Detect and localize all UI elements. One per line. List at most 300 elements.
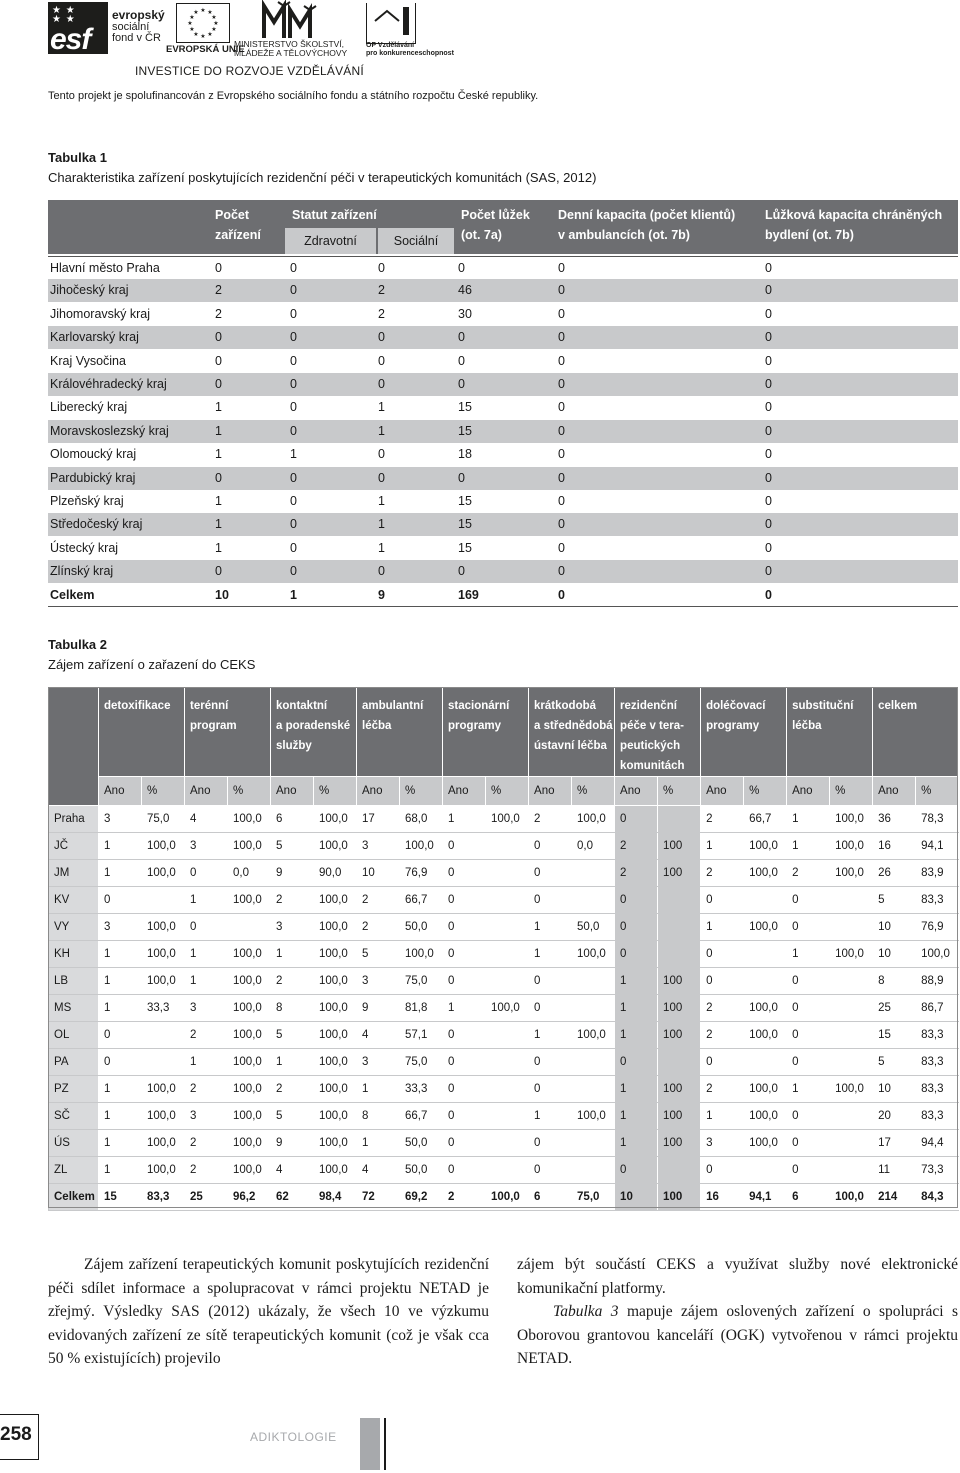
table-cell: 1	[99, 1103, 142, 1130]
table-cell: 0	[458, 377, 465, 391]
table-cell: 75,0	[572, 1184, 615, 1211]
row-label: Středočeský kraj	[50, 517, 143, 532]
table-cell: 30	[458, 306, 472, 321]
table-cell: 2	[615, 833, 658, 860]
table-cell: 25	[185, 1184, 228, 1211]
table-cell	[486, 968, 529, 995]
table-cell: 2	[185, 1130, 228, 1157]
subheader-ano: Ano	[873, 777, 916, 806]
table-cell: 0	[99, 1049, 142, 1076]
table-cell: 86,7	[916, 995, 959, 1022]
table-cell: 0	[290, 423, 297, 438]
table-cell: 9	[271, 1130, 314, 1157]
table-cell: 100,0	[228, 833, 271, 860]
table-cell: 100,0	[572, 941, 615, 968]
table-cell: 0	[290, 494, 297, 508]
svg-text:★: ★	[189, 26, 195, 33]
table-cell: 0	[378, 353, 385, 368]
table-cell	[658, 887, 701, 914]
body-right-p1: zájem být součástí CEKS a využívat služby nové elektronické komunikační platformy.	[517, 1256, 958, 1297]
table-row	[48, 256, 958, 280]
table-cell: 0	[787, 914, 830, 941]
table-row	[48, 279, 958, 302]
table-cell: 0	[458, 470, 465, 485]
column-header-line: substituční	[792, 700, 854, 712]
column-header-line: ústavní léčba	[534, 740, 607, 752]
table2-header-row	[49, 688, 959, 777]
subheader-percent: %	[314, 777, 357, 806]
t1-head-denni-2: v ambulancích (ot. 7b)	[558, 228, 690, 242]
table-cell: 1	[378, 517, 385, 532]
esf-logo-glyphs: esf	[50, 23, 91, 56]
table-cell: 5	[873, 1049, 916, 1076]
subheader-ano: Ano	[271, 777, 314, 806]
table-cell: 98,4	[314, 1184, 357, 1211]
subheader-percent: %	[400, 777, 443, 806]
table-cell: 0	[443, 860, 486, 887]
column-header-line: rezidenční	[620, 700, 677, 712]
table-cell: 100,0	[228, 941, 271, 968]
table-cell: 17	[357, 806, 400, 833]
table-cell: 0	[290, 306, 297, 321]
row-label: Ústecký kraj	[50, 540, 119, 555]
table-cell: 3	[185, 995, 228, 1022]
table-cell: 100,0	[830, 1076, 873, 1103]
table-cell: 16	[701, 1184, 744, 1211]
table-row	[49, 995, 959, 1022]
table-cell: 2	[215, 283, 222, 298]
table-cell: 9	[271, 860, 314, 887]
table-cell: 0	[378, 447, 385, 462]
column-header	[443, 688, 529, 777]
table-cell: 1	[99, 995, 142, 1022]
table-cell: 0	[615, 941, 658, 968]
table-row	[48, 303, 958, 326]
table-cell: 0	[787, 1049, 830, 1076]
esf-text-line3: fond v ČR	[112, 32, 161, 44]
table-cell: 1	[443, 995, 486, 1022]
table-cell: 1	[215, 517, 222, 532]
table-cell: 50,0	[400, 914, 443, 941]
table-cell	[744, 887, 787, 914]
t1-head-chran-2: bydlení (ot. 7b)	[765, 228, 854, 242]
table-cell: 100,0	[142, 833, 185, 860]
table-cell	[572, 860, 615, 887]
table-cell: 3	[357, 1049, 400, 1076]
table-cell: 100,0	[314, 1076, 357, 1103]
table-cell	[142, 1049, 185, 1076]
table-cell	[486, 941, 529, 968]
table-cell: 83,3	[142, 1184, 185, 1211]
t1-head-denni	[558, 205, 735, 245]
table-cell: 0	[765, 540, 772, 555]
table-cell: 0	[290, 470, 297, 485]
table-cell: 100,0	[486, 1184, 529, 1211]
table-cell: 0	[787, 968, 830, 995]
subheader-percent: %	[744, 777, 787, 806]
column-header-line: léčba	[792, 720, 822, 732]
table-cell: 0,0	[572, 833, 615, 860]
table-cell: 100,0	[744, 833, 787, 860]
table-cell	[486, 1022, 529, 1049]
table-cell: 8	[271, 995, 314, 1022]
table-cell: 2	[271, 968, 314, 995]
table2-label: Tabulka 2	[48, 637, 108, 652]
table-cell: 1	[701, 914, 744, 941]
table-row	[49, 941, 959, 968]
table-cell: 0	[443, 1022, 486, 1049]
table-cell: 1	[529, 1022, 572, 1049]
table-cell: 100,0	[486, 995, 529, 1022]
table-cell: 75,0	[400, 1049, 443, 1076]
table-cell: 0	[529, 833, 572, 860]
row-label: Jihočeský kraj	[50, 283, 129, 298]
table-cell: 3	[99, 914, 142, 941]
table-cell: 0	[558, 423, 565, 438]
table-cell: 100,0	[142, 1130, 185, 1157]
row-label: Plzeňský kraj	[50, 494, 124, 508]
table-cell: 8	[873, 968, 916, 995]
table-cell	[572, 968, 615, 995]
table2-subheader-row	[49, 777, 959, 806]
subheader-ano: Ano	[443, 777, 486, 806]
row-label: Liberecký kraj	[50, 400, 128, 415]
table-cell: 0	[458, 261, 465, 275]
table-cell: 0	[378, 330, 385, 345]
table-cell: 2	[357, 914, 400, 941]
table-cell: 0	[529, 1049, 572, 1076]
table-cell: 0	[765, 517, 772, 532]
row-label: PZ	[49, 1076, 99, 1103]
column-header-line: stacionární	[448, 700, 510, 712]
table-row	[48, 373, 958, 396]
subheader-ano: Ano	[701, 777, 744, 806]
table-cell: 11	[873, 1157, 916, 1184]
eu-label: EVROPSKÁ UNIE	[166, 44, 245, 55]
table-cell: 68,0	[400, 806, 443, 833]
msmt-logo-icon	[260, 0, 320, 44]
table-cell: 4	[185, 806, 228, 833]
table-cell: 50,0	[400, 1130, 443, 1157]
table-cell: 1	[615, 1022, 658, 1049]
table-cell: 1	[378, 540, 385, 555]
table-cell: 50,0	[400, 1157, 443, 1184]
t1-head-luzek-1: Počet lůžek	[461, 208, 530, 222]
table-cell	[486, 1103, 529, 1130]
table-cell: 100,0	[572, 1022, 615, 1049]
table-cell: 0	[529, 887, 572, 914]
table-cell: 72	[357, 1184, 400, 1211]
table-cell	[572, 1130, 615, 1157]
footer-bar-line	[384, 1418, 386, 1470]
table-cell: 0	[458, 353, 465, 368]
row-label: LB	[49, 968, 99, 995]
svg-text:★: ★	[211, 14, 217, 21]
table-cell: 100,0	[744, 914, 787, 941]
table-cell: 100	[658, 1130, 701, 1157]
table-cell: 1	[271, 1049, 314, 1076]
table-cell: 0	[529, 968, 572, 995]
table-cell: 18	[458, 447, 472, 462]
table-cell: 16	[873, 833, 916, 860]
table-cell: 6	[271, 806, 314, 833]
subheader-percent: %	[228, 777, 271, 806]
table-cell: 1	[357, 1130, 400, 1157]
table-cell: 0	[378, 261, 385, 275]
table-cell: 4	[357, 1022, 400, 1049]
table-cell: 100,0	[314, 1049, 357, 1076]
table-cell: 0	[458, 564, 465, 579]
row-label: Celkem	[50, 587, 95, 602]
table-row	[48, 560, 958, 583]
subheader-percent: %	[142, 777, 185, 806]
svg-text:★: ★	[193, 9, 199, 16]
table-cell: 6	[529, 1184, 572, 1211]
table-cell: 0	[765, 400, 772, 415]
column-header-line: péče v tera-	[620, 720, 684, 732]
row-label: KV	[49, 887, 99, 914]
table-row	[49, 806, 959, 833]
table-cell	[830, 914, 873, 941]
table-cell: 83,3	[916, 1049, 959, 1076]
footer-bar	[360, 1418, 380, 1470]
table-cell: 20	[873, 1103, 916, 1130]
column-header-line: krátkodobá	[534, 700, 597, 712]
table-cell: 100,0	[916, 941, 959, 968]
table-cell: 26	[873, 860, 916, 887]
table-cell: 1	[215, 423, 222, 438]
table-cell: 50,0	[572, 914, 615, 941]
table-row	[49, 1184, 959, 1211]
table-cell: 1	[99, 860, 142, 887]
table-cell	[572, 887, 615, 914]
table-cell: 0	[215, 261, 222, 275]
table-cell: 1	[215, 540, 222, 555]
eu-flag-icon	[176, 3, 230, 43]
table-cell: 10	[357, 860, 400, 887]
table-cell: 0	[787, 1103, 830, 1130]
table1-caption: Charakteristika zařízení poskytujících rezidenční péči v terapeutických komunitách (SAS, 2012)	[48, 170, 597, 185]
table-cell: 2	[357, 887, 400, 914]
table-cell: 4	[357, 1157, 400, 1184]
table-cell: 2	[215, 306, 222, 321]
table-row	[49, 833, 959, 860]
table-cell: 2	[271, 1076, 314, 1103]
svg-text:★: ★	[207, 31, 213, 38]
subheader-percent: %	[658, 777, 701, 806]
op-label	[366, 42, 454, 58]
table-cell: 100	[658, 1184, 701, 1211]
table-cell	[486, 1157, 529, 1184]
table-cell: 0	[701, 968, 744, 995]
svg-text:★: ★	[211, 26, 217, 33]
table-cell: 2	[701, 995, 744, 1022]
table-cell: 100,0	[142, 968, 185, 995]
table-cell: 0	[215, 564, 222, 579]
table-cell: 73,3	[916, 1157, 959, 1184]
row-label: Karlovarský kraj	[50, 330, 139, 345]
table-cell: 0	[701, 887, 744, 914]
svg-text:★: ★	[207, 9, 213, 16]
table1-header	[48, 200, 958, 254]
table-cell: 15	[99, 1184, 142, 1211]
table-cell: 100,0	[142, 941, 185, 968]
t1-head-socialni: Sociální	[378, 228, 454, 254]
column-header	[357, 688, 443, 777]
table-row	[48, 490, 958, 513]
table-cell	[830, 1157, 873, 1184]
column-header-line: programy	[448, 720, 502, 732]
table-cell	[658, 806, 701, 833]
table-cell: 0	[765, 470, 772, 485]
table-cell: 94,1	[916, 833, 959, 860]
table-cell: 100,0	[228, 806, 271, 833]
t1-head-zdravotni: Zdravotní	[285, 228, 376, 254]
table-cell: 100,0	[142, 1076, 185, 1103]
table-cell: 15	[458, 494, 472, 508]
table-cell: 0	[558, 517, 565, 532]
subheader-ano: Ano	[357, 777, 400, 806]
table-cell: 88,9	[916, 968, 959, 995]
table-cell: 78,3	[916, 806, 959, 833]
body-column-left: Zájem zařízení terapeutických komunit poskytujících rezidenční péči sdílet informace a spolupracovat v rámci projektu NETAD je zřejmý. Výsledky SAS (2012) ukázaly, že všech 10 ve výzkumu evidovaných zařízení ze sítě terapeutických komunit (což je však cca 50 % existujících) projevilo	[48, 1256, 489, 1367]
table-cell: 0	[558, 353, 565, 368]
table-row	[48, 467, 958, 490]
table-cell: 2	[787, 860, 830, 887]
table-row	[48, 326, 958, 349]
table-cell: 0	[765, 587, 772, 602]
table-row	[49, 1103, 959, 1130]
column-header-line: a poradenské	[276, 720, 351, 732]
column-header	[529, 688, 615, 777]
table-cell: 57,1	[400, 1022, 443, 1049]
table-row	[49, 1130, 959, 1157]
table-cell: 100,0	[744, 1103, 787, 1130]
table-cell: 0	[443, 941, 486, 968]
table-cell: 3	[99, 806, 142, 833]
table1-label: Tabulka 1	[48, 150, 108, 165]
table-cell: 0	[378, 564, 385, 579]
svg-text:★: ★	[200, 33, 206, 40]
table-cell: 0	[558, 377, 565, 391]
table-cell: 0	[443, 1130, 486, 1157]
table-cell: 0	[765, 564, 772, 579]
table-cell: 36	[873, 806, 916, 833]
table-cell: 1	[215, 400, 222, 415]
table-cell: 17	[873, 1130, 916, 1157]
msmt-label	[234, 40, 347, 58]
body-right-p2	[517, 1300, 958, 1371]
row-label: JM	[49, 860, 99, 887]
esf-text-line1: evropský	[112, 8, 165, 22]
table-cell: 15	[458, 400, 472, 415]
table-cell: 1	[290, 447, 297, 462]
table-cell: 100,0	[314, 1022, 357, 1049]
table-cell	[486, 1076, 529, 1103]
column-header-line: léčba	[362, 720, 392, 732]
table-cell: 5	[873, 887, 916, 914]
table-cell: 0	[558, 587, 565, 602]
table-cell: 1	[185, 941, 228, 968]
table3-ref: Tabulka 3	[553, 1303, 619, 1320]
t1-head-pocet-2: zařízení	[215, 228, 261, 242]
table-cell: 100	[658, 1076, 701, 1103]
row-label: Zlínský kraj	[50, 564, 114, 579]
column-header	[615, 688, 701, 777]
table-cell: 0	[443, 1103, 486, 1130]
table-cell: 66,7	[400, 1103, 443, 1130]
column-header-line: peutických	[620, 740, 681, 752]
table-cell: 0	[378, 470, 385, 485]
row-label: SČ	[49, 1103, 99, 1130]
table-cell: 100	[658, 1022, 701, 1049]
table-cell: 66,7	[400, 887, 443, 914]
table-cell: 0	[615, 1157, 658, 1184]
table-cell: 100	[658, 1103, 701, 1130]
table-cell: 100	[658, 995, 701, 1022]
table-cell: 1	[99, 1130, 142, 1157]
msmt-line2: MLÁDEŽE A TĚLOVÝCHOVY	[234, 48, 348, 58]
table-cell	[830, 968, 873, 995]
table-cell: 100,0	[142, 1103, 185, 1130]
table-cell: 0	[290, 517, 297, 532]
table-cell: 100,0	[830, 860, 873, 887]
table-cell	[830, 1130, 873, 1157]
table-cell: 0	[558, 540, 565, 555]
table-row	[49, 914, 959, 941]
table-cell: 0	[701, 941, 744, 968]
table-cell: 0	[99, 887, 142, 914]
table-cell: 90,0	[314, 860, 357, 887]
column-header-line: kontaktní	[276, 700, 328, 712]
table-cell: 6	[787, 1184, 830, 1211]
table-cell: 1	[99, 833, 142, 860]
row-label: Praha	[49, 806, 99, 833]
table-cell: 1	[185, 968, 228, 995]
table-cell: 100,0	[400, 833, 443, 860]
column-header-line: programy	[706, 720, 760, 732]
table-cell: 1	[185, 887, 228, 914]
table-cell: 0	[215, 353, 222, 368]
row-label: Jihomoravský kraj	[50, 306, 151, 321]
column-header	[185, 688, 271, 777]
table-cell	[142, 1022, 185, 1049]
table-cell: 0	[558, 400, 565, 415]
table-cell: 25	[873, 995, 916, 1022]
table-cell: 10	[615, 1184, 658, 1211]
table2	[48, 687, 959, 1211]
table-cell: 0	[615, 1049, 658, 1076]
table-cell: 0	[290, 353, 297, 368]
table-cell: 1	[99, 941, 142, 968]
table-cell: 0	[615, 806, 658, 833]
row-label: ÚS	[49, 1130, 99, 1157]
row-label: JČ	[49, 833, 99, 860]
table-cell: 100,0	[486, 806, 529, 833]
table-cell: 10	[873, 941, 916, 968]
subheader-percent: %	[916, 777, 959, 806]
table-cell: 1	[529, 1103, 572, 1130]
table-cell: 9	[378, 587, 385, 602]
table-cell	[486, 914, 529, 941]
table-cell: 100	[658, 833, 701, 860]
table-cell: 0	[215, 330, 222, 345]
journal-name: ADIKTOLOGIE	[250, 1430, 337, 1444]
table-cell: 0	[765, 423, 772, 438]
column-header	[99, 688, 185, 777]
table-cell: 100,0	[744, 1022, 787, 1049]
table-cell: 1	[615, 1130, 658, 1157]
